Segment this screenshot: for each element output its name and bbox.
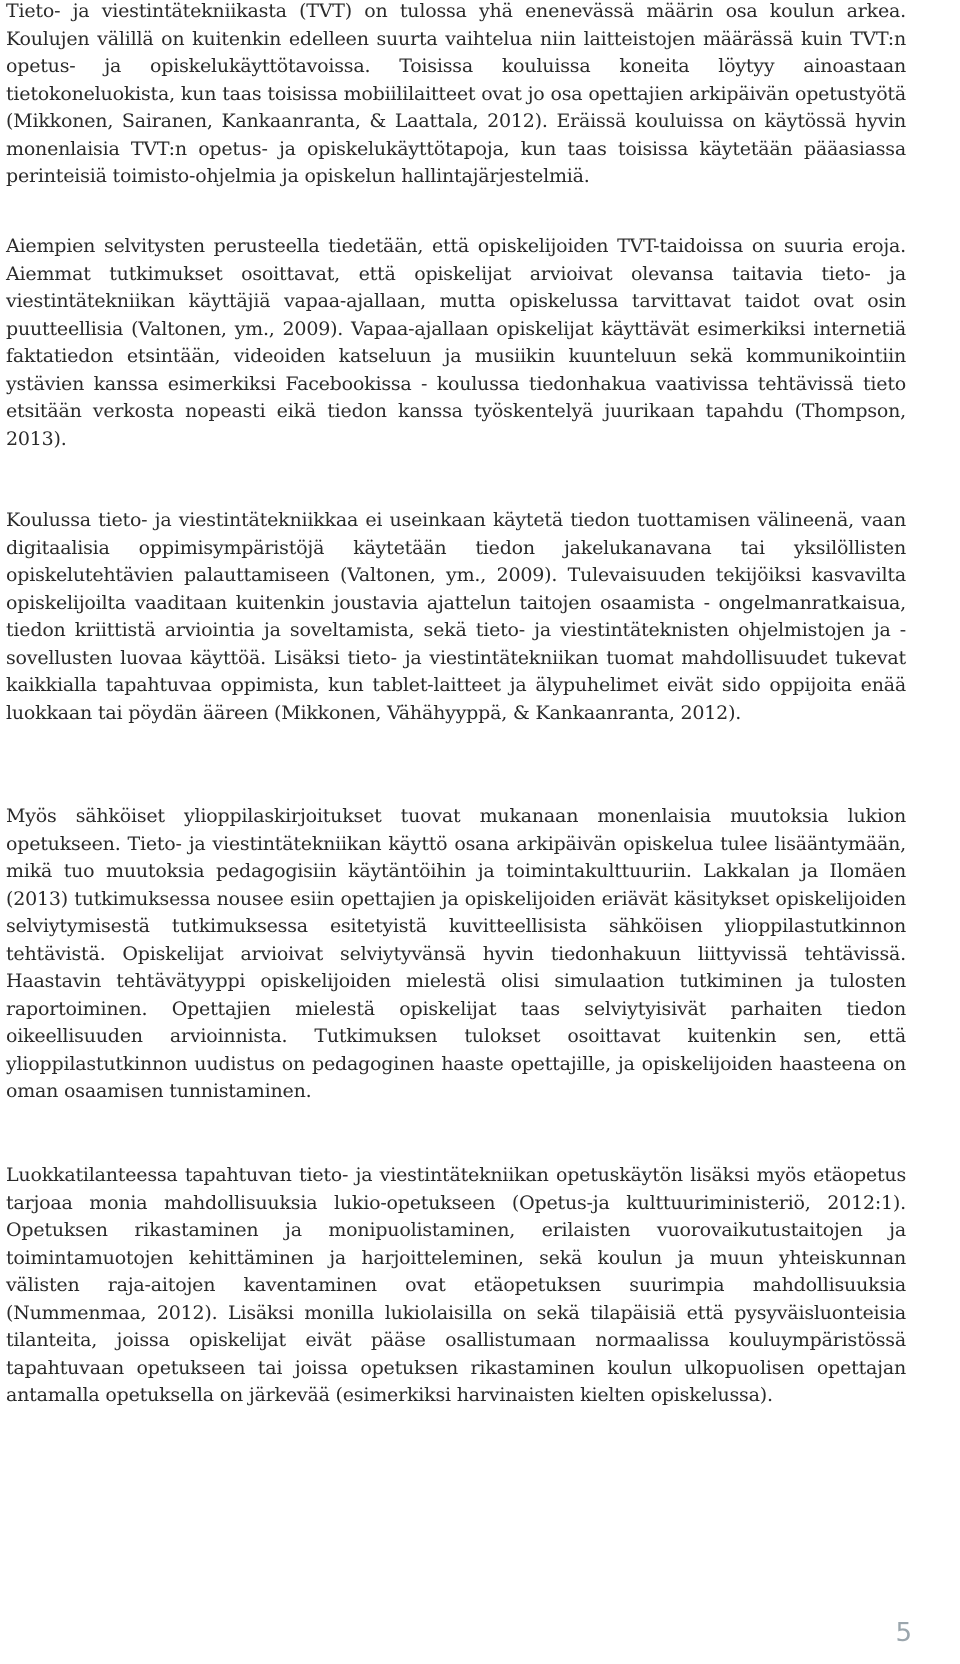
paragraph-5: Luokkatilanteessa tapahtuvan tieto- ja viestintätekniikan opetuskäytön lisäksi myös etäopetus tarjoaa monia mahdollisuuksia lukio-opetukseen (Opetus-ja kulttuuriministeriö, 2012:1). Opetuksen rikastaminen ja monipuolistaminen, erilaisten vuorovaikutustaitojen ja toimintamuotojen kehittäminen ja harjoitteleminen, sekä koulun ja muun yhteiskunnan välisten raja-aitojen kaventaminen ovat etäopetuksen suurimpia mahdollisuuksia (Nummenmaa, 2012). Lisäksi monilla lukiolaisilla on sekä tilapäisiä että pysyväisluonteisia tilanteita, joissa opiskelijat eivät pääse osallistumaan normaalissa kouluympäristössä tapahtuvaan opetukseen tai joissa opetuksen rikastaminen koulun ulkopuolisen opettajan antamalla opetuksella on järkevää (esimerkiksi harvinaisten kielten opiskelussa). <box>6 1164 906 1406</box>
paragraph-2: Aiempien selvitysten perusteella tiedetään, että opiskelijoiden TVT-taidoissa on suuria eroja. Aiemmat tutkimukset osoittavat, että opiskelijat arvioivat olevansa taitavia tieto- ja viestintätekniikan käyttäjiä vapaa-ajallaan, mutta opiskelussa tarvittavat taidot ovat osin puutteellisia (Valtonen, ym., 2009). Vapaa-ajallaan opiskelijat käyttävät esimerkiksi internetiä faktatiedon etsintään, videoiden katseluun ja musiikin kuunteluun sekä kommunikointiin ystävien kanssa esimerkiksi Facebookissa - koulussa tiedonhakua vaativissa tehtävissä tieto etsitään verkosta nopeasti eikä tiedon kanssa työskentelyä juurikaan tapahdu (Thompson, 2013). <box>6 235 906 450</box>
paragraph-3: Koulussa tieto- ja viestintätekniikkaa ei useinkaan käytetä tiedon tuottamisen välineenä, vaan digitaalisia oppimisympäristöjä käytetään tiedon jakelukanavana tai yksilöllisten opiskelutehtävien palauttamiseen (Valtonen, ym., 2009). Tulevaisuuden tekijöiksi kasvavilta opiskelijoilta vaaditaan kuitenkin joustavia ajattelun taitojen osaamista - ongelmanratkaisua, tiedon kriittistä arviointia ja soveltamista, sekä tieto- ja viestintäteknisten ohjelmistojen ja -sovellusten luovaa käyttöä. Lisäksi tieto- ja viestintätekniikan tuomat mahdollisuudet tukevat kaikkialla tapahtuvaa oppimista, kun tablet-laitteet ja älypuhelimet eivät sido oppijoita enää luokkaan tai pöydän ääreen (Mikkonen, Vähähyyppä, & Kankaanranta, 2012). <box>6 509 906 724</box>
paragraph-4: Myös sähköiset ylioppilaskirjoitukset tuovat mukanaan monenlaisia muutoksia lukion opetukseen. Tieto- ja viestintätekniikan käyttö osana arkipäivän opiskelua tulee lisääntymään, mikä tuo muutoksia pedagogisiin käytäntöihin ja toimintakulttuuriin. Lakkalan ja Ilomäen (2013) tutkimuksessa nousee esiin opettajien ja opiskelijoiden eriävät käsitykset opiskelijoiden selviytymisestä tutkimuksessa esitetyistä kuvitteellisista sähköisen ylioppilastutkinnon tehtävistä. Opiskelijat arvioivat selviytyvänsä hyvin tiedonhakuun liittyvissä tehtävissä. Haastavin tehtävätyyppi opiskelijoiden mielestä olisi simulaation tutkiminen ja tulosten raportoiminen. Opettajien mielestä opiskelijat taas selviytyisivät parhaiten tiedon oikeellisuuden arvioinnista. Tutkimuksen tulokset osoittavat kuitenkin sen, että ylioppilastutkinnon uudistus on pedagoginen haaste opettajille, ja opiskelijoiden haasteena on oman osaamisen tunnistaminen. <box>6 805 906 1102</box>
paragraph-1: Tieto- ja viestintätekniikasta (TVT) on tulossa yhä enenevässä määrin osa koulun arkea. Koulujen välillä on kuitenkin edelleen suurta vaihtelua niin laitteistojen määrässä kuin TVT:n opetus- ja opiskelukäyttötavoissa. Toisissa kouluissa koneita löytyy ainoastaan tietokoneluokista, kun taas toisissa mobiililaitteet ovat jo osa opettajien arkipäivän opetustyötä (Mikkonen, Sairanen, Kankaanranta, & Laattala, 2012). Eräissä kouluissa on käytössä hyvin monenlaisia TVT:n opetus- ja opiskelukäyttötapoja, kun taas toisissa käytetään pääasiassa perinteisiä toimisto-ohjelmia ja opiskelun hallintajärjestelmiä. <box>6 0 906 187</box>
page-number: 5 <box>895 1618 912 1648</box>
